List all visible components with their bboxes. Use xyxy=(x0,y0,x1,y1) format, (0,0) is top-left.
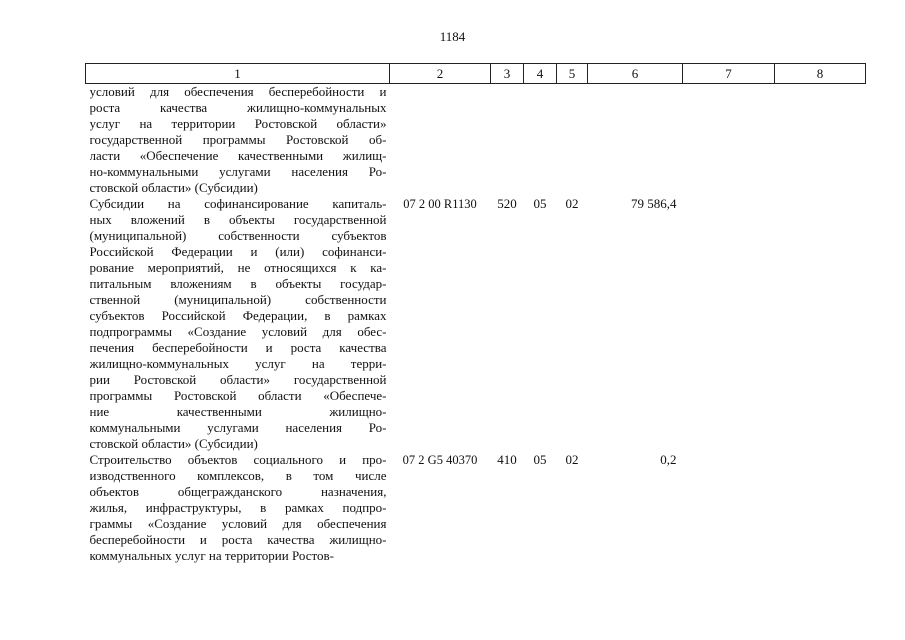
row-name-line: жилья, инфраструктуры, в рамках подпро- xyxy=(89,500,387,515)
row-col8-cell xyxy=(775,84,866,197)
row-name-line: коммунальными услугами населения Ро- xyxy=(89,420,387,435)
column-header-4: 4 xyxy=(524,64,557,84)
table-body xyxy=(86,84,866,565)
row-name-cell xyxy=(86,84,390,197)
row-col6-cell xyxy=(588,84,683,197)
row-name-line: ных вложений в объекты государственной xyxy=(89,212,387,227)
row-name-line: (муниципальной) собственности субъектов xyxy=(89,228,387,243)
row-col4-cell: 05 xyxy=(533,452,547,467)
row-name-line: граммы «Создание условий для обеспечения xyxy=(89,516,387,531)
row-name-line: ние качественными жилищно- xyxy=(89,404,387,419)
row-name-line: жилищно-коммунальных услуг на терри- xyxy=(89,356,387,371)
row-name-line: ственной (муниципальной) собственности xyxy=(89,292,387,307)
row-col4-cell xyxy=(524,84,557,197)
row-name-line: бесперебойности и роста качества жилищно- xyxy=(89,532,387,547)
row-col7-cell xyxy=(683,196,775,452)
table-row xyxy=(86,196,866,452)
row-col5-cell: 02 xyxy=(565,196,579,211)
table-row xyxy=(86,84,866,197)
row-name-line: ласти «Обеспечение качественными жилищ- xyxy=(89,148,387,163)
row-name-line: услуг на территории Ростовской области» xyxy=(89,116,387,131)
row-col5-cell: 02 xyxy=(565,452,579,467)
row-col7-cell xyxy=(683,84,775,197)
row-code-cell xyxy=(390,84,491,197)
row-name-line: Российской Федерации и (или) софинанси- xyxy=(89,244,387,259)
row-name-cell xyxy=(86,452,390,564)
row-code-cell: 07 2 00 R1130 xyxy=(403,197,477,211)
column-header-7: 7 xyxy=(683,64,775,84)
column-header-5: 5 xyxy=(557,64,588,84)
row-name-line: программы Ростовской области «Обеспече- xyxy=(89,388,387,403)
row-name-line: государственной программы Ростовской об- xyxy=(89,132,387,147)
row-col6-cell: 0,2 xyxy=(660,452,677,467)
row-name-line: рование мероприятий, не относящихся к ка- xyxy=(89,260,387,275)
column-header-3: 3 xyxy=(491,64,524,84)
row-col4-cell: 05 xyxy=(533,196,547,211)
row-name-line: коммунальных услуг на территории Ростов- xyxy=(89,548,334,563)
table-header-row xyxy=(86,64,866,84)
column-header-8: 8 xyxy=(775,64,866,84)
column-header-6: 6 xyxy=(588,64,683,84)
row-name-line: подпрограммы «Создание условий для обес- xyxy=(89,324,387,339)
row-name-line: объектов общегражданского назначения, xyxy=(89,484,387,499)
row-name-line: Субсидии на софинансирование капиталь- xyxy=(89,196,387,211)
row-name-line: питальным вложениям в объекты государ- xyxy=(89,276,387,291)
row-name-line: условий для обеспечения бесперебойности и xyxy=(89,84,387,99)
row-col3-cell: 520 xyxy=(497,196,517,211)
table-row xyxy=(86,452,866,564)
row-name-line: печения бесперебойности и роста качества xyxy=(89,340,387,355)
page-number: 1184 xyxy=(439,29,466,44)
budget-table xyxy=(85,63,866,564)
row-name-line: рии Ростовской области» государственной xyxy=(89,372,387,387)
row-code-cell: 07 2 G5 40370 xyxy=(402,453,478,467)
row-col8-cell xyxy=(775,196,866,452)
column-header-1: 1 xyxy=(86,64,390,84)
row-col3-cell xyxy=(491,84,524,197)
row-name-cell xyxy=(86,196,390,452)
column-header-2: 2 xyxy=(390,64,491,84)
row-name-line: но-коммунальными услугами населения Ро- xyxy=(89,164,387,179)
row-name-line: роста качества жилищно-коммунальных xyxy=(89,100,387,115)
row-name-line: стовской области» (Субсидии) xyxy=(89,180,258,195)
row-col7-cell xyxy=(683,452,775,564)
row-col8-cell xyxy=(775,452,866,564)
row-col3-cell: 410 xyxy=(497,452,517,467)
row-name-line: Строительство объектов социального и про- xyxy=(89,452,387,467)
row-col6-cell: 79 586,4 xyxy=(631,196,677,211)
row-name-line: субъектов Российской Федерации, в рамках xyxy=(89,308,387,323)
row-col5-cell xyxy=(557,84,588,197)
row-name-line: изводственного комплексов, в том числе xyxy=(89,468,387,483)
row-name-line: стовской области» (Субсидии) xyxy=(89,436,258,451)
